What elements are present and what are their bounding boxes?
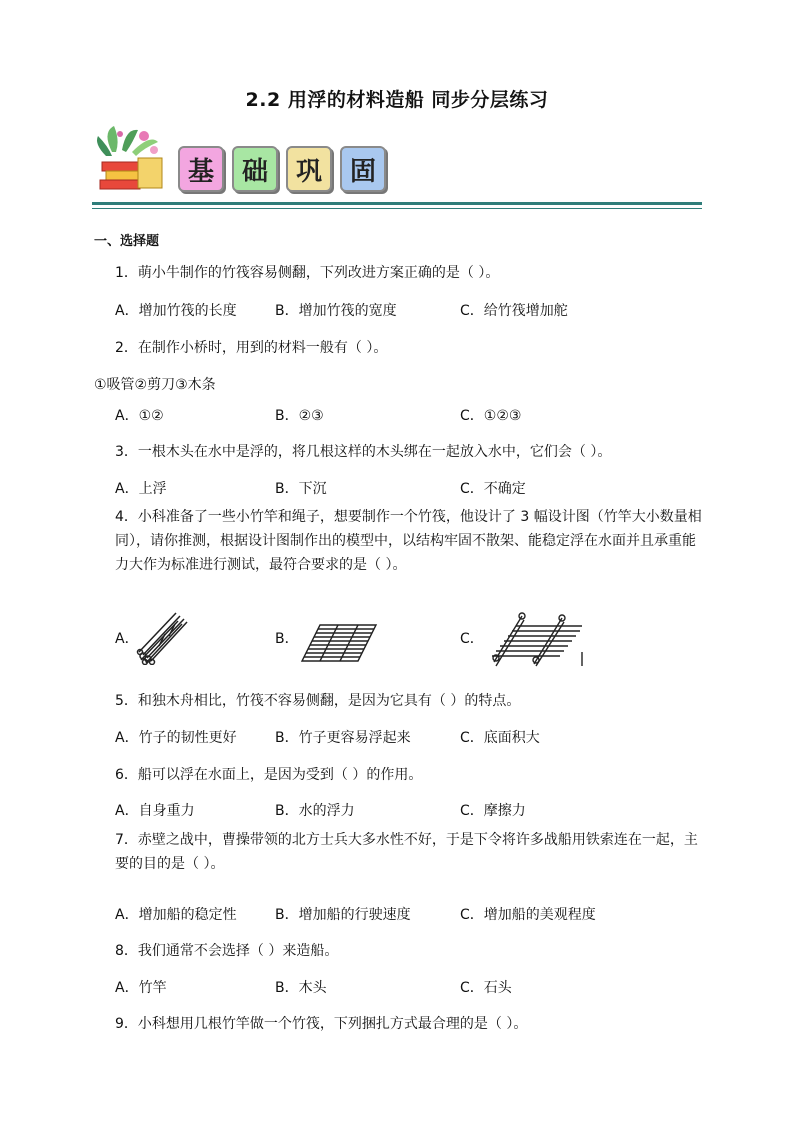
question-7-option-c: C．增加船的美观程度 [460, 907, 596, 923]
question-4-option-b: B． [275, 631, 299, 647]
question-6-option-c: C．摩擦力 [460, 803, 526, 819]
banner-rule-thick [92, 202, 702, 205]
question-5-option-c: C．底面积大 [460, 730, 540, 746]
banner-tile-4: 固 [340, 146, 386, 192]
question-4-option-a: A． [115, 631, 139, 647]
banner-tile-3: 巩 [286, 146, 332, 192]
bundle-raft-figure [135, 610, 190, 665]
banner-rule-thin [92, 208, 702, 209]
section-heading: 一、选择题 [94, 234, 160, 249]
question-8-option-b: B．木头 [275, 980, 327, 996]
question-5-option-a: A．竹子的韧性更好 [115, 730, 237, 746]
question-6-option-a: A．自身重力 [115, 803, 195, 819]
question-8-option-c: C．石头 [460, 980, 512, 996]
question-8-stem: 8．我们通常不会选择（ ）来造船。 [115, 943, 339, 959]
banner-tile-1: 基 [178, 146, 224, 192]
question-1-option-b: B．增加竹筏的宽度 [275, 303, 397, 319]
question-2-option-a: A．①② [115, 408, 164, 424]
books-plant-illustration [92, 122, 172, 192]
question-7-option-a: A．增加船的稳定性 [115, 907, 237, 923]
question-3-stem: 3．一根木头在水中是浮的，将几根这样的木头绑在一起放入水中，它们会（ ）。 [115, 444, 612, 460]
question-2-option-c: C．①②③ [460, 408, 522, 424]
question-7-option-b: B．增加船的行驶速度 [275, 907, 411, 923]
question-3-option-a: A．上浮 [115, 481, 167, 497]
crossbar-raft-figure [488, 608, 586, 668]
question-9-stem: 9．小科想用几根竹竿做一个竹筏，下列捆扎方式最合理的是（ ）。 [115, 1016, 528, 1032]
question-3-option-b: B．下沉 [275, 481, 327, 497]
banner-tile-2: 础 [232, 146, 278, 192]
question-1-option-c: C．给竹筏增加舵 [460, 303, 568, 319]
parallel-raft-figure [298, 617, 380, 667]
question-3-option-c: C．不确定 [460, 481, 526, 497]
question-5-option-b: B．竹子更容易浮起来 [275, 730, 411, 746]
question-7-stem: 7．赤壁之战中，曹操带领的北方士兵大多水性不好，于是下令将许多战船用铁索连在一起，主要的目的是（ ）。 [115, 832, 698, 872]
question-4-stem: 4．小科准备了一些小竹竿和绳子，想要制作一个竹筏，他设计了 3 幅设计图（竹竿大小数量相同），请你推测，根据设计图制作出的模型中，以结构牢固不散架、能稳定浮在水面并且承重能力大作为标准进行测试，最符合要求的是（ ）。 [115, 509, 702, 573]
question-5-stem: 5．和独木舟相比，竹筏不容易侧翻，是因为它具有（ ）的特点。 [115, 693, 521, 709]
question-2-option-b: B．②③ [275, 408, 324, 424]
question-2-stem: 2．在制作小桥时，用到的材料一般有（ ）。 [115, 340, 388, 356]
question-1-stem: 1．萌小牛制作的竹筏容易侧翻，下列改进方案正确的是（ ）。 [115, 265, 500, 281]
question-1-option-a: A．增加竹筏的长度 [115, 303, 237, 319]
question-6-option-b: B．水的浮力 [275, 803, 355, 819]
question-6-stem: 6．船可以浮在水面上，是因为受到（ ）的作用。 [115, 767, 423, 783]
question-8-option-a: A．竹竿 [115, 980, 167, 996]
question-2-note: ①吸管②剪刀③木条 [94, 377, 216, 393]
question-4-option-c: C． [460, 631, 484, 647]
section-banner [92, 122, 702, 212]
page-title: 2.2 用浮的材料造船 同步分层练习 [245, 89, 549, 111]
